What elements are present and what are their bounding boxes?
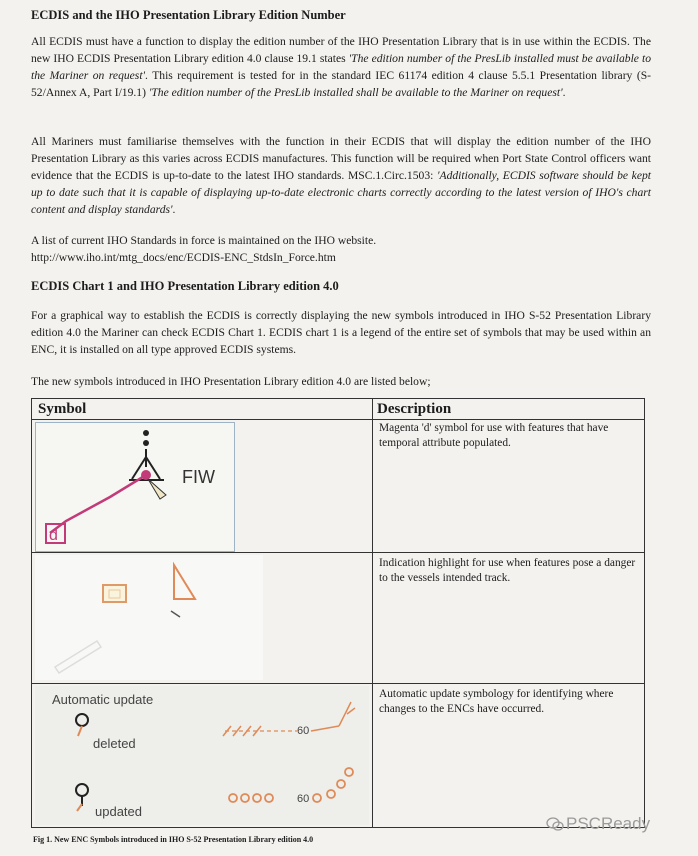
symbol-label-fiw: FIW xyxy=(182,467,215,487)
paragraph-mariners xyxy=(31,133,651,218)
danger-highlight-symbol-image xyxy=(35,555,263,680)
label-updated: updated xyxy=(95,804,142,819)
description-danger-highlight: Indication highlight for use when features pose a danger to the vessels intended track. xyxy=(379,557,636,584)
automatic-update-title: Automatic update xyxy=(52,692,154,707)
temporal-symbol-image xyxy=(35,422,235,552)
description-temporal: Magenta 'd' symbol for use with features that have temporal attribute populated. xyxy=(379,422,609,449)
p1-text-a: All ECDIS must have a function to display the edition number of the IHO Presentation Library that is in use within the ECDIS. The new IHO ECDIS Presentation Library edition 4.0 clause 19.1 states xyxy=(31,35,651,65)
p2-text-a: All Mariners must familiarise themselves with the function in their ECDIS that will display the edition number of the IHO Presentation Library as this varies across ECDIS manufactures. This function will be required when Port State Control officers want evidence that the ECDIS is up-to-date to the latest IHO standards. MSC.1.Circ.1503: xyxy=(31,135,651,182)
iho-standards-link[interactable]: http://www.iho.int/mtg_docs/enc/ECDIS-ENC_StdsIn_Force.htm xyxy=(31,251,336,264)
p2-text-c: . xyxy=(172,203,176,216)
column-header-symbol: Symbol xyxy=(38,401,87,417)
column-header-description: Description xyxy=(377,401,452,417)
paragraph-edition-requirement xyxy=(31,33,651,101)
heading-chart1: ECDIS Chart 1 and IHO Presentation Library edition 4.0 xyxy=(31,279,339,293)
depth-label-deleted: 60 xyxy=(297,725,310,737)
table-row-divider xyxy=(32,683,644,684)
watermark: PSCReady xyxy=(566,814,651,833)
heading-presentation-library: ECDIS and the IHO Presentation Library Edition Number xyxy=(31,8,346,22)
p2-quote: 'Additionally, ECDIS software should be kept up to date such that it is capable of displaying up-to-date electronic charts correctly according to the latest version of IHO's chart content and display standards' xyxy=(31,169,651,216)
p1-text-e: . xyxy=(562,86,566,99)
description-automatic-update: Automatic update symbology for identifying where changes to the ENCs have occurred. xyxy=(379,688,614,715)
symbols-table xyxy=(31,398,645,828)
figure-caption: Fig 1. New ENC Symbols introduced in IHO S-52 Presentation Library edition 4.0 xyxy=(33,835,314,844)
p1-quote-1: 'The edition number of the PresLib installed must be available to the Mariner on request' xyxy=(31,52,651,82)
paragraph-chart1: For a graphical way to establish the ECDIS is correctly displaying the new symbols introduced in IHO S-52 Presentation Library edition 4.0 the Mariner can check ECDIS Chart 1. ECDIS chart 1 is a legend of the entire set of symbols that may be used within an ENC, it is installed on all type approved ECDIS systems. xyxy=(31,309,651,356)
p1-quote-2: 'The edition number of the PresLib installed shall be available to the Mariner on request' xyxy=(148,86,563,99)
table-header-divider xyxy=(32,419,644,420)
temporal-d-badge: d xyxy=(49,527,58,544)
p1-text-c: . This requirement is tested for in the standard IEC 61174 edition 4 clause 5.5.1 Presentation library (S-52/Annex A, Part I/19.1) xyxy=(31,69,652,99)
paragraph-new-symbols-intro: The new symbols introduced in IHO Presentation Library edition 4.0 are listed below; xyxy=(31,375,431,388)
table-column-divider xyxy=(372,399,373,827)
p3-line-1: A list of current IHO Standards in force is maintained on the IHO website. xyxy=(31,234,377,247)
label-deleted: deleted xyxy=(93,736,136,751)
chat-bubble-icon xyxy=(546,817,564,831)
paragraph-iho-website xyxy=(31,232,651,266)
automatic-update-symbol-image xyxy=(35,686,369,825)
depth-label-updated: 60 xyxy=(297,793,310,805)
